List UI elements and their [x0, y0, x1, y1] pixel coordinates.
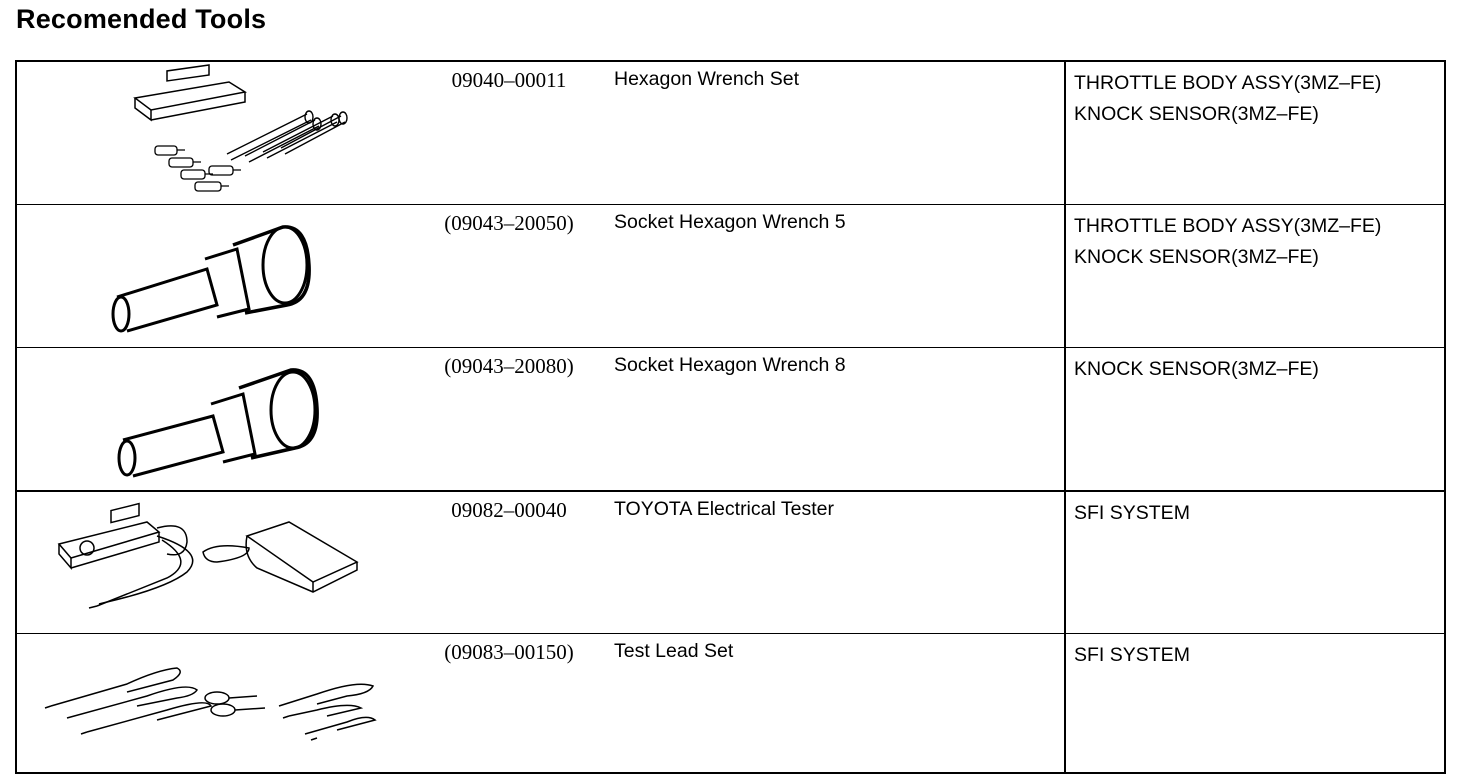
column-divider [1064, 492, 1066, 633]
usage-item: SFI SYSTEM [1074, 502, 1190, 524]
column-divider [1064, 62, 1066, 204]
usage-list [1074, 354, 1319, 385]
column-divider [1064, 634, 1066, 772]
table-row [17, 633, 1444, 772]
usage-list [1074, 68, 1381, 130]
table-row [17, 490, 1444, 633]
recommended-tools-table [15, 60, 1446, 774]
table-row [17, 62, 1444, 204]
usage-item: SFI SYSTEM [1074, 644, 1190, 666]
tool-name: Socket Hexagon Wrench 8 [614, 354, 846, 376]
usage-item: KNOCK SENSOR(3MZ–FE) [1074, 246, 1319, 268]
table-row [17, 347, 1444, 490]
table-row [17, 204, 1444, 347]
socket-hexagon-wrench-icon [17, 348, 417, 488]
test-lead-set-icon [17, 634, 417, 774]
tool-name: Test Lead Set [614, 640, 734, 662]
part-number: (09043–20080) [444, 354, 574, 378]
usage-list [1074, 211, 1381, 273]
part-number: 09082–00040 [451, 498, 567, 522]
usage-item: THROTTLE BODY ASSY(3MZ–FE) [1074, 215, 1382, 237]
tool-name: Socket Hexagon Wrench 5 [614, 211, 846, 233]
part-number: 09040–00011 [451, 68, 567, 92]
usage-list [1074, 640, 1190, 671]
usage-item: THROTTLE BODY ASSY(3MZ–FE) [1074, 72, 1382, 94]
usage-item: KNOCK SENSOR(3MZ–FE) [1074, 358, 1319, 380]
column-divider [1064, 348, 1066, 490]
part-number: (09083–00150) [444, 640, 574, 664]
usage-list [1074, 498, 1190, 529]
part-number: (09043–20050) [444, 211, 574, 235]
column-divider [1064, 205, 1066, 347]
tool-name: Hexagon Wrench Set [614, 68, 799, 90]
usage-item: KNOCK SENSOR(3MZ–FE) [1074, 103, 1319, 125]
page-title: Recomended Tools [16, 4, 267, 34]
electrical-tester-icon [17, 492, 417, 632]
tool-name: TOYOTA Electrical Tester [614, 498, 834, 520]
hexagon-wrench-set-icon [17, 62, 417, 202]
socket-hexagon-wrench-icon [17, 205, 417, 345]
